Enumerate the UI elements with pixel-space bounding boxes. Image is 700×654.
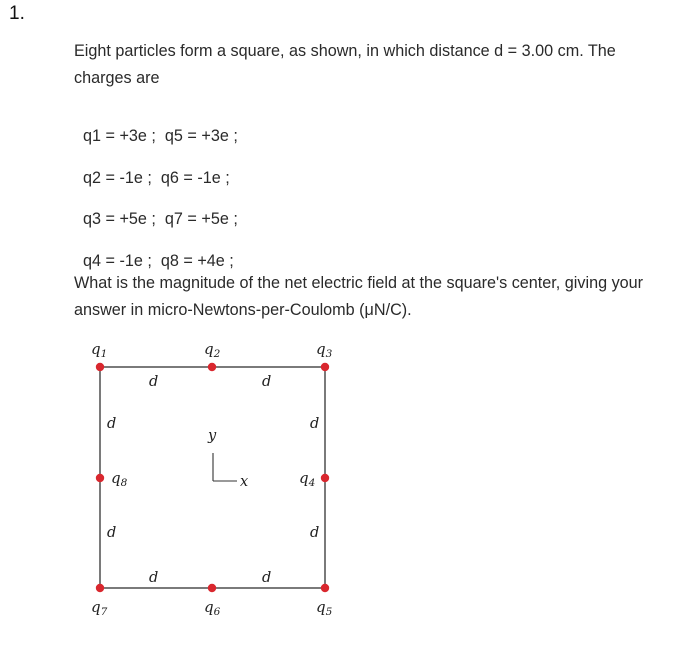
- charge-q2: q2 = -1e ;: [83, 169, 152, 187]
- d-label-bottom-right: d: [262, 570, 272, 586]
- x-axis-label: x: [240, 474, 249, 490]
- charge-q4: q4 = -1e ;: [83, 252, 152, 270]
- particle-q1-label: $q_1$: [91, 340, 108, 360]
- charge-q1: q1 = +3e ;: [83, 127, 156, 145]
- question-number: 1.: [9, 3, 25, 24]
- particle-q2-dot: [208, 363, 216, 371]
- particle-q3-label: $q_3$: [316, 340, 333, 360]
- d-label-top-left: d: [149, 374, 159, 390]
- particle-q5-dot: [321, 584, 329, 592]
- y-axis-label: y: [208, 428, 217, 444]
- particle-q8-dot: [96, 474, 104, 482]
- intro-paragraph: Eight particles form a square, as shown, in which distance d = 3.00 cm. The charges are: [74, 42, 616, 87]
- particle-q3-dot: [321, 363, 329, 371]
- particle-q2-label: $q_2$: [204, 340, 221, 360]
- d-label-right-upper: d: [310, 416, 320, 432]
- particle-q6-dot: [208, 584, 216, 592]
- particle-q4-dot: [321, 474, 329, 482]
- d-label-top-right: d: [262, 374, 272, 390]
- d-label-bottom-left: d: [149, 570, 159, 586]
- charge-q7: q7 = +5e ;: [164, 210, 238, 228]
- d-label-right-lower: d: [310, 525, 320, 541]
- particle-q6-label: $q_6$: [204, 598, 221, 618]
- particle-q1-dot: [96, 363, 104, 371]
- d-label-left-lower: d: [107, 525, 117, 541]
- particle-q8-label: $q_8$: [111, 469, 128, 489]
- charge-q5: q5 = +3e ;: [164, 127, 238, 145]
- particle-q5-label: $q_5$: [316, 598, 333, 618]
- particle-q7-dot: [96, 584, 104, 592]
- question-paragraph: What is the magnitude of the net electric field at the square's center, giving your answer in micro-Newtons-per-Coulomb (μN/C).: [74, 274, 644, 319]
- charge-q6: q6 = -1e ;: [160, 169, 230, 187]
- charge-q3: q3 = +5e ;: [83, 210, 156, 228]
- charge-q8: q8 = +4e ;: [160, 252, 234, 270]
- particle-q7-label: $q_7$: [91, 598, 108, 618]
- d-label-left-upper: d: [107, 416, 117, 432]
- particle-q4-label: $q_4$: [299, 469, 316, 489]
